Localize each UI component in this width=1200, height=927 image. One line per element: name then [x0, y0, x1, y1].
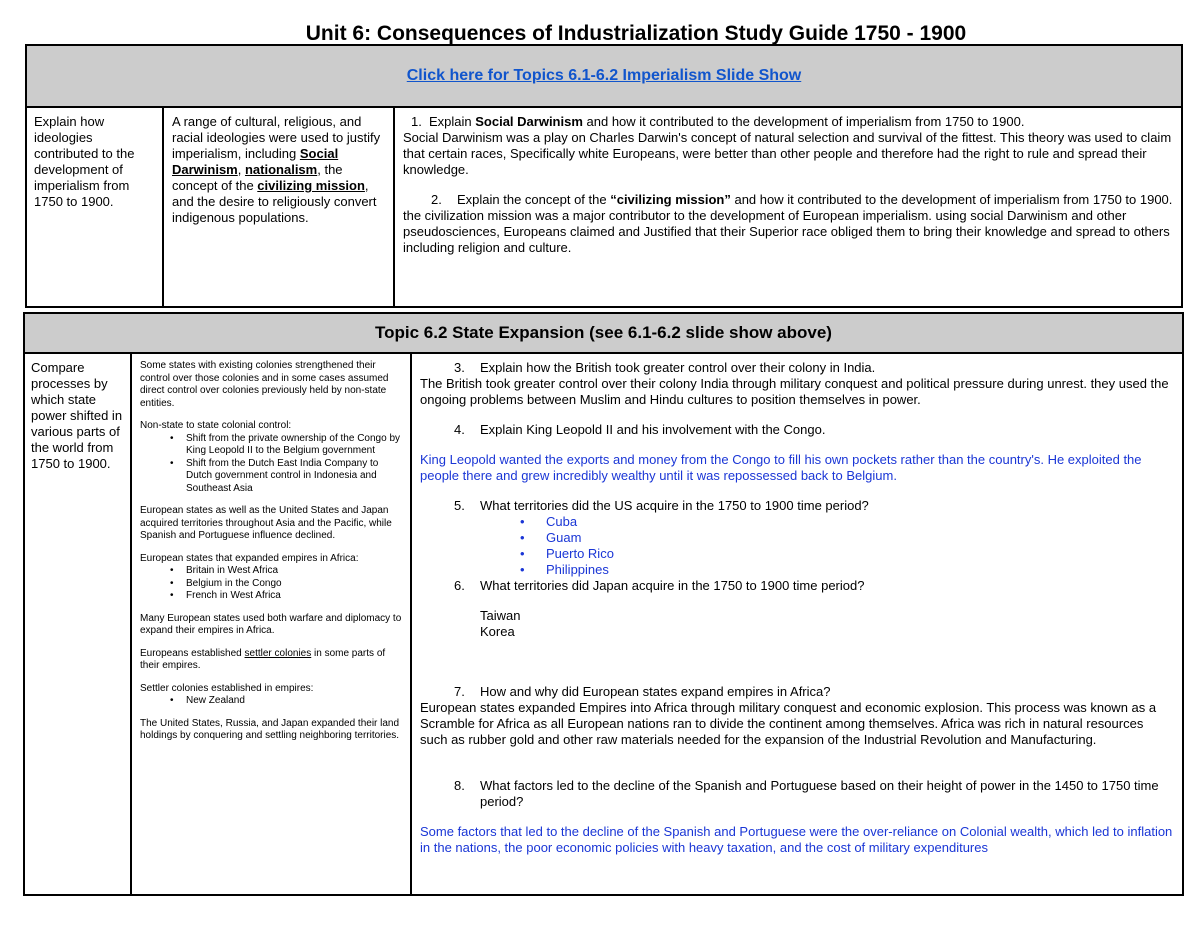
- answer-2: the civilization mission was a major contributor to the development of European imperialism. using social Darwinism and other pseudosciences, Europeans claimed and Justified that their Superior race obliged them to bring their knowledge and spread to others including religion and culture.: [403, 208, 1170, 255]
- question-7: 7. How and why did European states expand empires in Africa?: [454, 684, 831, 699]
- list-item: • Puerto Rico: [520, 546, 1174, 562]
- topic-6-1-table: [25, 44, 1183, 308]
- questions-6-1: [394, 107, 1182, 307]
- answer-4: King Leopold wanted the exports and money from the Congo to fill his own pockets rather than the country's. He exploited the people there and grew incredibly wealthy until it was repossessed back to Belgium.: [420, 452, 1142, 483]
- question-4: 4. Explain King Leopold II and his involvement with the Congo.: [454, 422, 826, 437]
- answer-7: European states expanded Empires into Africa through military conquest and economic explosion. This process was known as a Scramble for Africa as all European nations ran to divide the continent among themselves. Africa was rich in natural resources such as rubber gold and other raw materials needed for the expansion of the Industrial Revolution and Manufacturing.: [420, 700, 1157, 747]
- list-item: • Shift from the Dutch East India Company to Dutch government control in Indonesia and Southeast Asia: [170, 458, 402, 496]
- question-5: 5. What territories did the US acquire in the 1750 to 1900 time period?: [454, 498, 869, 513]
- kc-paragraph: The United States, Russia, and Japan expanded their land holdings by conquering and settling neighboring territories.: [140, 717, 400, 741]
- list-item: • French in West Africa: [170, 590, 402, 603]
- list-item: • New Zealand: [170, 695, 402, 708]
- answer-1: Social Darwinism was a play on Charles Darwin's concept of natural selection and survival of the fittest. This theory was used to claim that certain races, Specifically white Europeans, were better than other people and therefore had the right to rule and spread their knowledge.: [403, 130, 1172, 177]
- kc-list: [140, 565, 402, 603]
- kc-paragraph: European states that expanded empires in Africa:: [140, 552, 359, 564]
- question-1: 1. Explain Social Darwinism and how it contributed to the development of imperialism from 1750 to 1900.: [411, 114, 1025, 129]
- page-title: Unit 6: Consequences of Industrialization Study Guide 1750 - 1900: [305, 22, 967, 45]
- kc-paragraph: European states as well as the United States and Japan acquired territories throughout Asia and the Pacific, while Spanish and Portuguese influence declined.: [140, 505, 392, 541]
- list-item: • Guam: [520, 530, 1174, 546]
- kc-paragraph: Europeans established settler colonies in some parts of their empires.: [140, 647, 386, 671]
- question-6: 6. What territories did Japan acquire in the 1750 to 1900 time period?: [454, 578, 865, 593]
- kc-paragraph: Settler colonies established in empires:: [140, 682, 314, 694]
- kc-list: [140, 695, 402, 708]
- topic-6-2-header: Topic 6.2 State Expansion (see 6.1-6.2 slide show above): [24, 313, 1183, 353]
- us-territories-list: [420, 514, 1174, 578]
- answer-6-item: Korea: [480, 624, 515, 639]
- answer-6-item: Taiwan: [480, 608, 521, 623]
- kc-paragraph: Non-state to state colonial control:: [140, 420, 292, 431]
- topic-6-2-table: [23, 312, 1184, 896]
- key-concept-6-1: A range of cultural, religious, and racial ideologies were used to justify imperialism, including Social Darwinism, nationalism, the concept of the civilizing mission, and the desire to religiously convert indigenous populations.: [163, 107, 394, 307]
- answer-8: Some factors that led to the decline of the Spanish and Portuguese were the over-reliance on Colonial wealth, which led to inflation in the nations, the poor economic policies with heavy taxation, and the cost of military expenditures: [420, 824, 1173, 855]
- list-item: • Cuba: [520, 514, 1174, 530]
- kc-paragraph: Some states with existing colonies strengthened their control over those colonies and in some cases assumed direct control over colonies previously held by non-state entities.: [140, 360, 389, 409]
- list-item: • Belgium in the Congo: [170, 578, 402, 591]
- questions-6-2: [411, 353, 1183, 895]
- list-item: • Shift from the private ownership of the Congo by King Leopold II to the Belgium government: [170, 433, 402, 458]
- list-item: • Philippines: [520, 562, 1174, 578]
- slide-show-header: [26, 45, 1182, 107]
- answer-3: The British took greater control over their colony India through military conquest and political pressure during unrest. they used the ongoing problems between Muslim and Hindu cultures to position themselves in power.: [420, 376, 1169, 407]
- question-8: 8. What factors led to the decline of the Spanish and Portuguese based on their height of power in the 1450 to 1750 time period?: [454, 778, 1159, 809]
- question-3: 3. Explain how the British took greater control over their colony in India.: [454, 360, 876, 375]
- learning-objective-6-2: Compare processes by which state power shifted in various parts of the world from 1750 to 1900.: [24, 353, 131, 895]
- learning-objective-6-1: Explain how ideologies contributed to the development of imperialism from 1750 to 1900.: [26, 107, 163, 307]
- settler-colonies-link[interactable]: settler colonies: [244, 647, 312, 659]
- question-2: 2. Explain the concept of the “civilizing mission” and how it contributed to the development of imperialism from 1750 to 1900.: [431, 192, 1173, 207]
- kc-list: [140, 433, 402, 496]
- key-concept-6-2: [131, 353, 411, 895]
- kc-paragraph: Many European states used both warfare and diplomacy to expand their empires in Africa.: [140, 612, 402, 636]
- list-item: • Britain in West Africa: [170, 565, 402, 578]
- slide-show-link[interactable]: Click here for Topics 6.1-6.2 Imperialism Slide Show: [406, 67, 802, 84]
